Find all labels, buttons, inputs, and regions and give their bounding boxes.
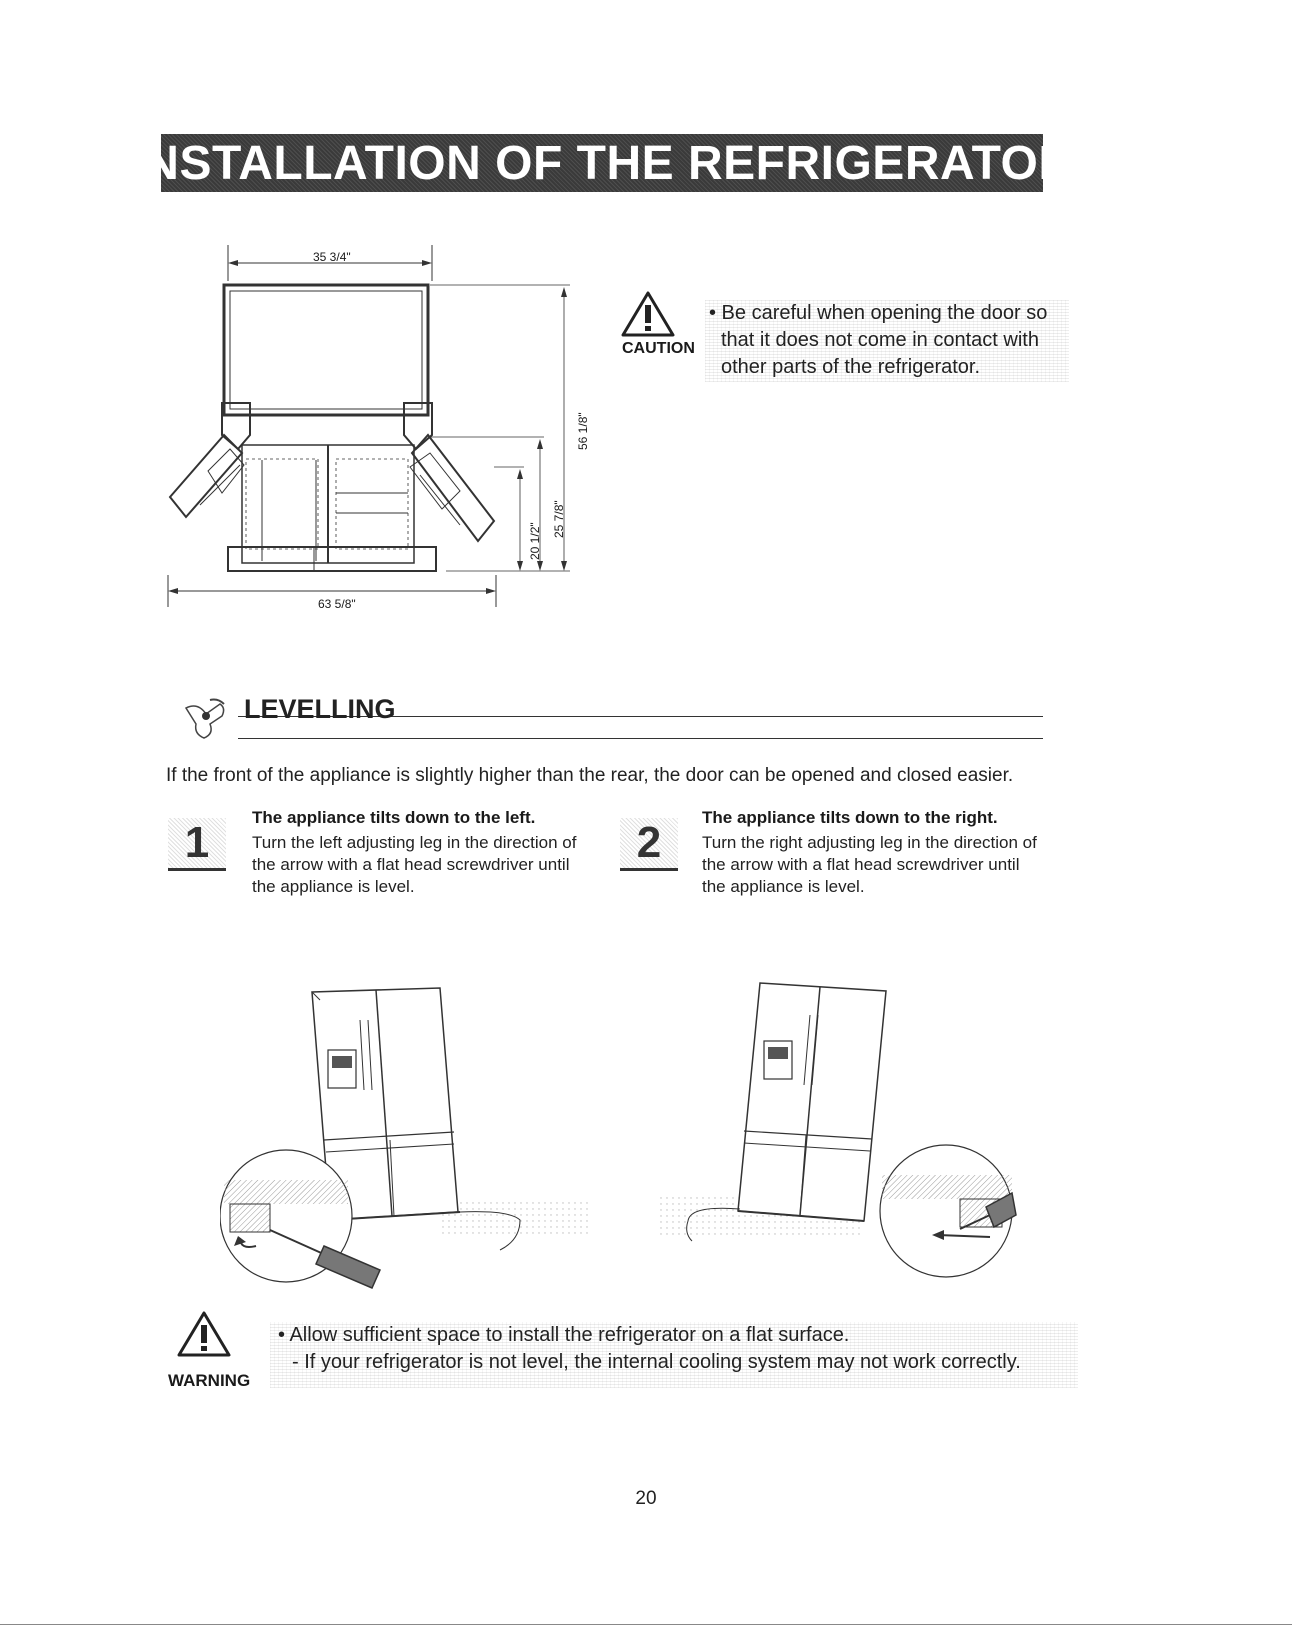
page-title: INSTALLATION OF THE REFRIGERATOR <box>130 136 1074 190</box>
warning-icon <box>176 1310 232 1358</box>
step-2-line-3: the appliance is level. <box>702 877 865 896</box>
wrench-icon <box>180 694 230 744</box>
warning-label: WARNING <box>168 1371 251 1390</box>
right-leveling-illustration <box>660 975 1040 1305</box>
warning-line-1: • Allow sufficient space to install the refrigerator on a flat surface. <box>278 1324 850 1346</box>
step-2-heading: The appliance tilts down to the right. <box>702 808 998 827</box>
step-2-number: 2 <box>620 818 678 871</box>
caution-line-2: that it does not come in contact with <box>721 329 1039 351</box>
width-top-label: 35 3/4" <box>313 250 351 264</box>
caution-note <box>705 300 1069 382</box>
step-1-line-2: the arrow with a flat head screwdriver until <box>252 855 570 874</box>
depth-drawer-label: 20 1/2" <box>528 522 542 560</box>
page-number: 20 <box>635 1488 657 1509</box>
step-1-heading: The appliance tilts down to the left. <box>252 808 536 827</box>
title-banner <box>130 134 1074 192</box>
levelling-intro: If the front of the appliance is slightly higher than the rear, the door can be opened and closed easier. <box>166 765 1014 786</box>
step-1-line-3: the appliance is level. <box>252 877 415 896</box>
width-open-label: 63 5/8" <box>318 597 356 611</box>
left-leveling-illustration <box>220 980 600 1310</box>
bottom-rule <box>0 1624 1292 1625</box>
step-1 <box>252 808 612 898</box>
step-2 <box>702 808 1062 898</box>
caution-icon <box>620 290 676 338</box>
step-2-line-1: Turn the right adjusting leg in the direction of <box>702 833 1037 852</box>
levelling-title: LEVELLING <box>244 694 396 724</box>
caution-line-1: • Be careful when opening the door so <box>709 302 1048 324</box>
caution-label: CAUTION <box>622 340 695 357</box>
depth-door-label: 25 7/8" <box>552 500 566 538</box>
depth-total-label: 56 1/8" <box>576 412 590 450</box>
warning-line-2: - If your refrigerator is not level, the internal cooling system may not work correctly. <box>292 1351 1021 1373</box>
warning-note <box>270 1322 1078 1388</box>
door-clearance-diagram <box>160 235 600 635</box>
step-1-number: 1 <box>168 818 226 871</box>
levelling-rule-bottom <box>238 738 1043 739</box>
step-1-line-1: Turn the left adjusting leg in the direction of <box>252 833 577 852</box>
caution-line-3: other parts of the refrigerator. <box>721 356 981 378</box>
step-2-line-2: the arrow with a flat head screwdriver until <box>702 855 1020 874</box>
